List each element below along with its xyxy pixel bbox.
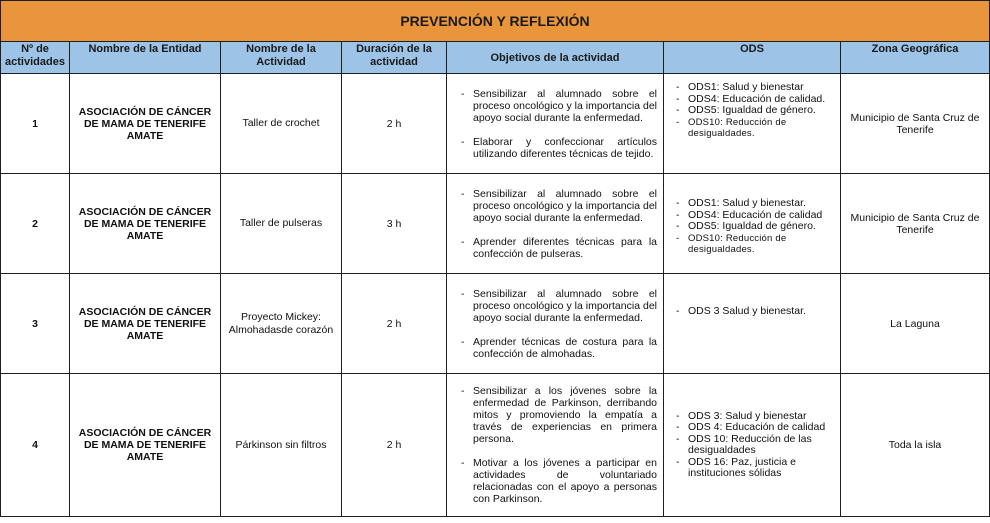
row-num: 1: [1, 74, 70, 174]
table-title: PREVENCIÓN Y REFLEXIÓN: [1, 1, 990, 42]
objetivo-item: - Sensibilizar al alumnado sobre el proceso oncológico y la importancia del apoyo social durante la enfermedad.: [461, 188, 657, 224]
ods-item: - ODS1: Salud y bienestar.: [676, 198, 836, 210]
ods-item: - ODS10: Reducción de desigualdades.: [676, 117, 836, 140]
row-duracion: 2 h: [342, 274, 447, 374]
header-zona: Zona Geográfica: [841, 42, 990, 74]
header-entidad: Nombre de la Entidad: [70, 42, 221, 74]
row-objetivos: [447, 74, 664, 174]
objetivo-item: - Aprender diferentes técnicas para la confección de pulseras.: [461, 236, 657, 260]
row-zona: Municipio de Santa Cruz de Tenerife: [841, 174, 990, 274]
objetivo-item: - Sensibilizar al alumnado sobre el proceso oncológico y la importancia del apoyo social durante la enfermedad.: [461, 288, 657, 324]
ods-item: - ODS1: Salud y bienestar: [676, 82, 836, 94]
ods-item: - ODS10: Reducción de desigualdades.: [676, 233, 836, 256]
header-row: [1, 42, 990, 74]
ods-item: - ODS 10: Reducción de las desigualdades: [676, 434, 836, 457]
table-row: [1, 274, 990, 374]
table-row: [1, 374, 990, 517]
ods-item: - ODS 4: Educación de calidad: [676, 422, 836, 434]
row-num: 4: [1, 374, 70, 517]
ods-item: - ODS 3 Salud y bienestar.: [676, 306, 836, 318]
ods-item: - ODS4: Educación de calidad.: [676, 94, 836, 106]
row-zona: Toda la isla: [841, 374, 990, 517]
header-objetivos: Objetivos de la actividad: [447, 42, 664, 74]
table-row: [1, 74, 990, 174]
table-row: [1, 174, 990, 274]
header-ods: ODS: [664, 42, 841, 74]
row-entidad: ASOCIACIÓN DE CÁNCER DE MAMA DE TENERIFE AMATE: [70, 74, 221, 174]
objetivo-item: - Aprender técnicas de costura para la confección de almohadas.: [461, 336, 657, 360]
row-actividad: Taller de pulseras: [221, 174, 342, 274]
ods-item: - ODS 16: Paz, justicia e instituciones sólidas: [676, 457, 836, 480]
row-num: 2: [1, 174, 70, 274]
row-actividad: Proyecto Mickey: Almohadasde corazón: [221, 274, 342, 374]
row-ods: [664, 274, 841, 374]
header-num: Nº de actividades: [1, 42, 70, 74]
row-objetivos: [447, 174, 664, 274]
title-row: [1, 1, 990, 42]
row-objetivos: [447, 374, 664, 517]
objetivo-item: - Motivar a los jóvenes a participar en actividades de voluntariado relacionadas con el apoyo a personas con Parkinson.: [461, 457, 657, 505]
row-ods: [664, 74, 841, 174]
row-num: 3: [1, 274, 70, 374]
row-actividad: Taller de crochet: [221, 74, 342, 174]
ods-item: - ODS5: Igualdad de género.: [676, 105, 836, 117]
row-ods: [664, 374, 841, 517]
row-duracion: 2 h: [342, 374, 447, 517]
row-zona: Municipio de Santa Cruz de Tenerife: [841, 74, 990, 174]
ods-item: - ODS4: Educación de calidad: [676, 210, 836, 222]
row-entidad: ASOCIACIÓN DE CÁNCER DE MAMA DE TENERIFE AMATE: [70, 374, 221, 517]
objetivo-item: - Sensibilizar al alumnado sobre el proceso oncológico y la importancia del apoyo social durante la enfermedad.: [461, 88, 657, 124]
row-entidad: ASOCIACIÓN DE CÁNCER DE MAMA DE TENERIFE AMATE: [70, 174, 221, 274]
ods-item: - ODS5: Igualdad de género.: [676, 221, 836, 233]
header-actividad: Nombre de la Actividad: [221, 42, 342, 74]
row-actividad: Párkinson sin filtros: [221, 374, 342, 517]
row-zona: La Laguna: [841, 274, 990, 374]
row-objetivos: [447, 274, 664, 374]
objetivo-item: - Sensibilizar a los jóvenes sobre la enfermedad de Parkinson, derribando mitos y promoviendo la empatía a través de experiencias en primera persona.: [461, 385, 657, 445]
row-entidad: ASOCIACIÓN DE CÁNCER DE MAMA DE TENERIFE AMATE: [70, 274, 221, 374]
row-ods: [664, 174, 841, 274]
row-duracion: 2 h: [342, 74, 447, 174]
ods-item: - ODS 3: Salud y bienestar: [676, 411, 836, 423]
header-duracion: Duración de la actividad: [342, 42, 447, 74]
objetivo-item: - Elaborar y confeccionar artículos utilizando diferentes técnicas de tejido.: [461, 136, 657, 160]
row-duracion: 3 h: [342, 174, 447, 274]
